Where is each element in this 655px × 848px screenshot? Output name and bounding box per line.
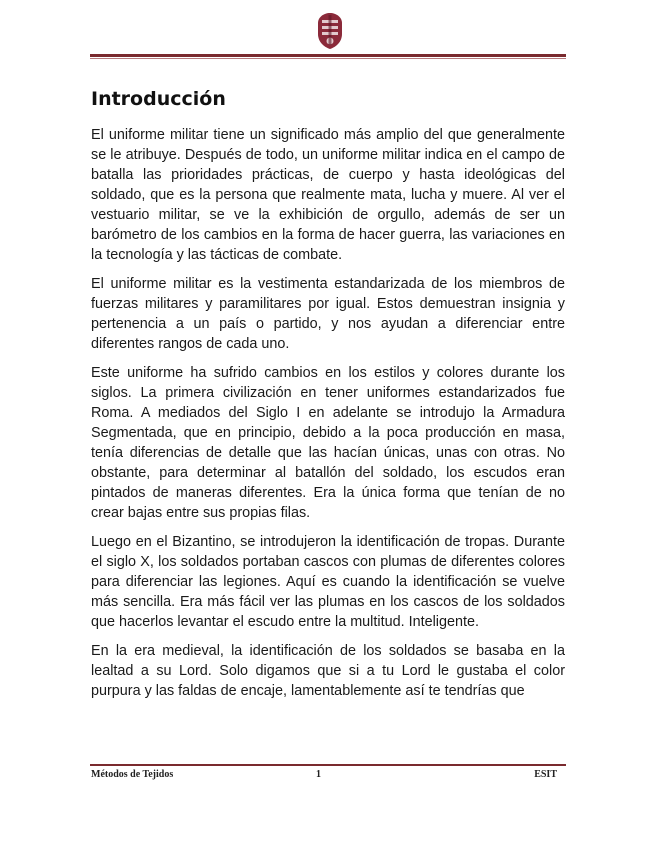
paragraph: El uniforme militar tiene un significado más amplio del que generalmente se le atribuye. Después de todo, un uniforme militar indica en el campo de batalla las prioridades prácticas, de cuerpo y hasta ideológicas del soldado, que es la persona que realmente mata, lucha y muere. Al ver el vestuario militar, se ve la exhibición de orgullo, además de ser un barómetro de los cambios en la forma de hacer guerra, las variaciones en la tecnología y las tácticas de combate. [91,127,565,263]
paragraph: El uniforme militar es la vestimenta estandarizada de los miembros de fuerzas militares y paramilitares por igual. Estos demuestran insignia y pertenencia a un país o partido, y nos ayudan a diferenciar entre diferentes rangos de cada uno. [91,276,565,352]
footer-course-name: Métodos de Tejidos [91,769,174,780]
page-title: Introducción [91,88,226,110]
header-rule [90,54,566,57]
paragraph: En la era medieval, la identificación de los soldados se basaba en la lealtad a su Lord. Solo digamos que si a tu Lord le gustaba el color purpura y las faldas de encaje, lamentablemente así te tendrías que [91,643,565,699]
institution-crest-icon [316,12,344,50]
paragraph: Luego en el Bizantino, se introdujeron la identificación de tropas. Durante el siglo X, los soldados portaban cascos con plumas de diferentes colores para diferenciar las legiones. Aquí es cuando la identificación se vuelve más sencilla. Era más fácil ver las plumas en los cascos de los soldados que hacerlos levantar el escudo entre la multitud. Inteligente. [91,534,565,630]
header-rule-thin [90,58,566,59]
body-text [91,125,565,710]
footer-rule [90,764,566,766]
footer-school-name: ESIT [534,769,557,780]
paragraph: Este uniforme ha sufrido cambios en los estilos y colores durante los siglos. La primera civilización en tener uniformes estandarizados fue Roma. A mediados del Siglo I en adelante se introdujo la Armadura Segmentada, que en principio, debido a la poca producción en masa, tenía diferencias de detalle que las hacían únicas, unas con otras. No obstante, para determinar al batallón del soldado, los escudos eran pintados de maneras diferentes. Era la única forma que tenían de no crear bajas entre sus propias filas. [91,365,565,521]
footer-page-number: 1 [316,769,321,780]
